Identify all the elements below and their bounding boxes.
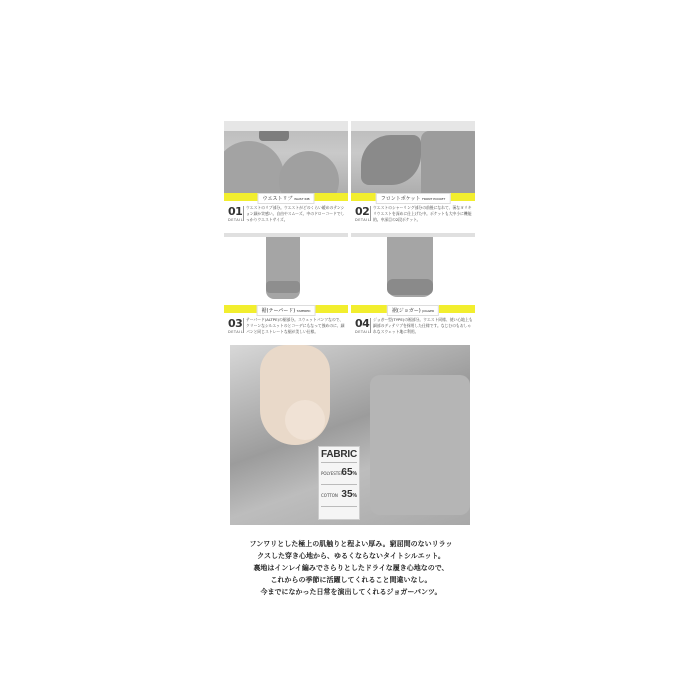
front-pocket-photo	[351, 121, 475, 201]
divider	[370, 206, 371, 221]
detail-label: DETAIL	[228, 330, 244, 334]
detail-number: 04	[355, 317, 370, 330]
divider	[321, 462, 357, 463]
fabric-name: POLYESTER	[321, 471, 344, 476]
divider	[321, 506, 357, 507]
detail-tag: 裾(テーパード) TAPERED	[257, 305, 316, 316]
detail-panel-04	[351, 233, 475, 343]
detail-panel-01	[224, 121, 348, 231]
fabric-percent: 35%	[341, 489, 357, 500]
detail-tag: フロントポケット FRONT POCKET	[376, 193, 451, 204]
detail-tag: ウエストリブ WAIST RIB	[257, 193, 314, 204]
detail-description: テーパード(ALTPE)の裾部分。スウェットパンツなので、クリーンなシルエットのとコーデにもなって強めのに、細パンと同じストレートな裾が美しい仕様。	[246, 317, 345, 334]
divider	[370, 318, 371, 333]
detail-description: ジョガー型(TYPE)の裾部分。ウエスト同様、使い心地上も細部のディテリブを採用した仕様です。なじむのもおしゃれなスウェット地に利用。	[373, 317, 473, 334]
detail-description: ウエストのリブ部分。ウエストがどのくらい緩めのテンション細か実感い。自由やスムーズ。中のドローコードでしっかりウエストサイズ。	[246, 205, 345, 222]
waist-rib-photo	[224, 121, 348, 201]
fabric-row	[321, 489, 357, 503]
detail-label: DETAIL	[355, 218, 371, 222]
detail-tag: 裾(ジョガー) JOGGER	[387, 305, 439, 316]
thumb-shape	[285, 400, 325, 440]
jogger-hem-photo	[351, 233, 475, 313]
description-line: フンワリとした極上の肌触りと程よい厚み。窮屈間のないリラッ	[249, 540, 453, 548]
divider	[321, 484, 357, 485]
description-line: 裏地はインレイ編みでさらりとしたドライな履き心地なので、	[253, 564, 449, 572]
detail-label: DETAIL	[355, 330, 371, 334]
divider	[243, 206, 244, 221]
fabric-name: COTTON	[321, 493, 338, 498]
detail-description: ウエストのシャーリング部分の前後になれて、薄なヨリキリウエストを深めに仕上げた中。ポケットも大中小に機能的。中深目の2段ポケット。	[373, 205, 472, 222]
fabric-fold	[370, 375, 470, 515]
divider	[243, 318, 244, 333]
description-line: これからの季節に活躍してくれること間違いなし。	[270, 576, 432, 584]
description-line: 今までになかった日常を演出してくれるジョガーパンツ。	[260, 588, 442, 596]
description-line: クスした穿き心地から、ゆるくならないタイトシルエット。	[257, 552, 445, 560]
fabric-title: FABRIC	[320, 449, 358, 460]
detail-panel-03	[224, 233, 348, 343]
fabric-percent: 65%	[341, 467, 357, 478]
fabric-composition-card	[318, 446, 360, 520]
detail-label: DETAIL	[228, 218, 244, 222]
detail-number: 02	[355, 205, 370, 218]
fabric-row	[321, 467, 357, 481]
product-description	[228, 538, 474, 598]
detail-panel-02	[351, 121, 475, 231]
detail-number: 01	[228, 205, 243, 218]
tapered-hem-photo	[224, 233, 348, 313]
detail-number: 03	[228, 317, 243, 330]
